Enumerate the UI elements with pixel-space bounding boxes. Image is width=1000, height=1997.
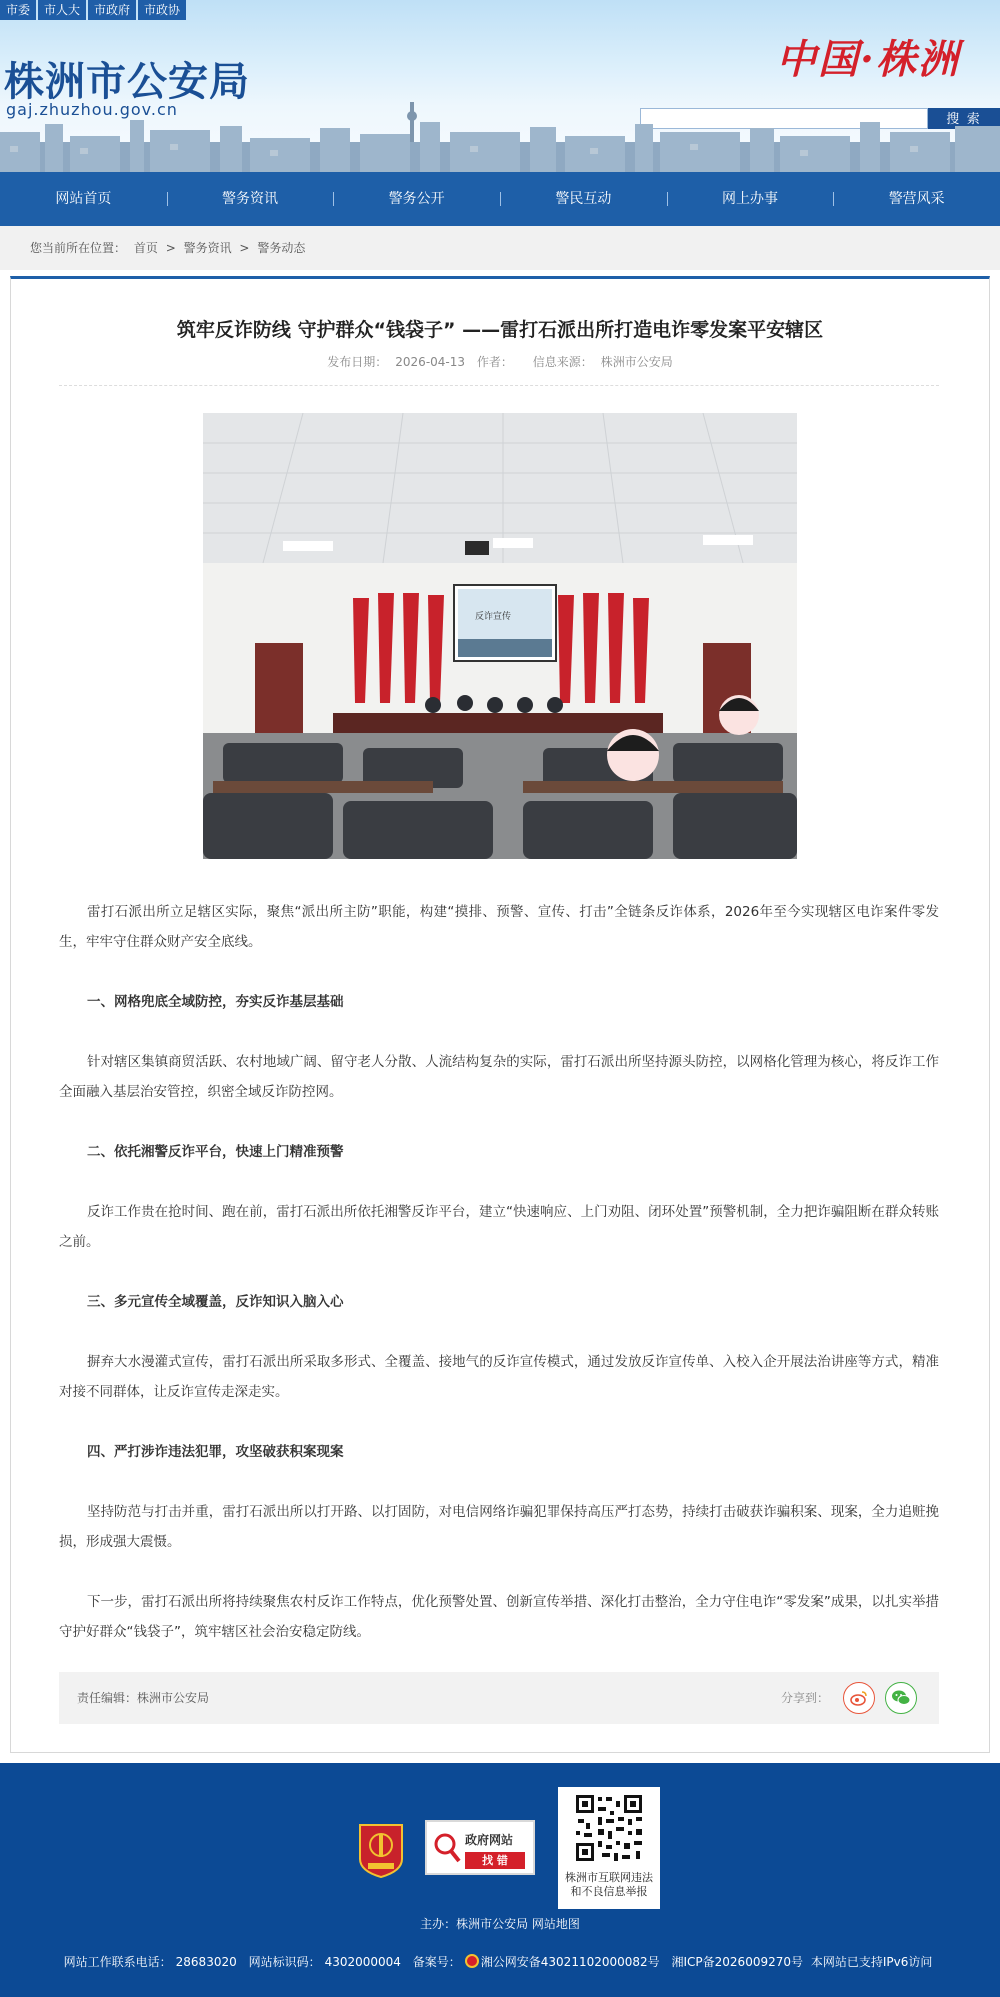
record-label: 备案号： xyxy=(412,1955,461,1969)
gov-badge-title: 政府网站 xyxy=(465,1833,514,1847)
article-closing: 下一步，雷打石派出所将持续聚焦农村反诈工作特点，优化预警处置、创新宣传举措、深化打击整治，全力守住电诈“零发案”成果，以扎实举措守护好群众“钱袋子”，筑牢辖区社会治安稳定防线。 xyxy=(59,1594,939,1640)
police-badge-icon xyxy=(465,1954,479,1968)
section-text-3: 摒弃大水漫灌式宣传，雷打石派出所采取多形式、全覆盖、接地气的反诈宣传模式，通过发放反诈宣传单、入校入企开展法治讲座等方式，精准对接不同群体，让反诈宣传走深走实。 xyxy=(59,1354,939,1400)
top-link-congress[interactable]: 市人大 xyxy=(38,0,86,20)
article-photo xyxy=(203,413,797,859)
qr-caption-line1: 株洲市互联网违法 xyxy=(565,1871,653,1884)
site-id-label: 网站标识码： xyxy=(248,1955,321,1969)
qr-code-icon xyxy=(558,1787,660,1871)
magnifier-icon xyxy=(433,1831,461,1865)
wechat-icon xyxy=(891,1689,911,1707)
article-title: 筑牢反诈防线 守护群众“钱袋子” ——雷打石派出所打造电诈零发案平安辖区 xyxy=(176,319,824,341)
nav-police-style[interactable]: 警营风采 xyxy=(833,172,1000,226)
section-text-1: 针对辖区集镇商贸活跃、农村地域广阔、留守老人分散、人流结构复杂的实际，雷打石派出所坚持源头防控，以网格化管理为核心，将反诈工作全面融入基层治安管控，织密全域反诈防控网。 xyxy=(59,1054,939,1100)
search-button[interactable]: 搜 索 xyxy=(928,108,1000,129)
site-header xyxy=(0,0,1000,172)
share-wechat-button[interactable] xyxy=(885,1682,917,1714)
meta-source: 株洲市公安局 xyxy=(600,355,673,369)
sponsor-name: 株洲市公安局 xyxy=(456,1917,529,1931)
article-intro: 雷打石派出所立足辖区实际，聚焦“派出所主防”职能，构建“摸排、预警、宣传、打击”全链条反诈体系，2026年至今实现辖区电诈案件零发生，牢牢守住群众财产安全底线。 xyxy=(59,904,939,950)
nav-home[interactable]: 网站首页 xyxy=(55,191,112,207)
breadcrumb-police-updates[interactable]: 警务动态 xyxy=(257,241,306,255)
site-domain: gaj.zhuzhou.gov.cn xyxy=(6,100,178,119)
section-heading-2: 二、依托湘警反诈平台，快速上门精准预警 xyxy=(87,1144,344,1160)
breadcrumb-home[interactable]: 首页 xyxy=(133,241,158,255)
ipv6-notice: 本网站已支持IPv6访问 xyxy=(810,1955,933,1969)
sponsor-label: 主办： xyxy=(420,1917,457,1931)
share-label: 分享到： xyxy=(780,1691,829,1705)
qr-caption xyxy=(558,1871,660,1899)
site-title[interactable]: 株洲市公安局 xyxy=(4,58,250,105)
breadcrumb-police-news[interactable]: 警务资讯 xyxy=(183,241,232,255)
qr-caption-line2: 和不良信息举报 xyxy=(570,1885,648,1898)
sitemap-link[interactable]: 网站地图 xyxy=(531,1917,580,1931)
icp-record[interactable]: 湘ICP备2026009270号 xyxy=(671,1955,804,1969)
section-heading-1: 一、网格兜底全域防控，夯实反诈基层基础 xyxy=(87,994,344,1010)
section-text-2: 反诈工作贵在抢时间、跑在前，雷打石派出所依托湘警反诈平台，建立“快速响应、上门劝阻、闭环处置”预警机制，全力把诈骗阻断在群众转账之前。 xyxy=(59,1204,939,1250)
meta-author-label: 作者： xyxy=(476,355,513,369)
footer-sponsor-line xyxy=(0,1915,1000,1932)
gov-badge-action: 找 错 xyxy=(465,1852,525,1869)
editor-label: 责任编辑： xyxy=(77,1691,138,1705)
gov-site-error-report-badge[interactable] xyxy=(425,1820,535,1875)
footer-info-line xyxy=(0,1953,1000,1970)
article-meta xyxy=(11,353,989,370)
phone-number: 28683020 xyxy=(175,1955,237,1969)
meta-source-label: 信息来源： xyxy=(532,355,593,369)
phone-label: 网站工作联系电话： xyxy=(63,1955,172,1969)
top-link-cppcc[interactable]: 市政协 xyxy=(138,0,186,20)
party-government-badge-icon[interactable] xyxy=(356,1819,406,1879)
breadcrumb-separator: > xyxy=(165,241,176,255)
editor-name: 株洲市公安局 xyxy=(137,1691,210,1705)
breadcrumb xyxy=(0,226,1000,270)
section-heading-3: 三、多元宣传全域覆盖，反诈知识入脑入心 xyxy=(87,1294,344,1310)
share-weibo-button[interactable] xyxy=(843,1682,875,1714)
nav-online-services[interactable]: 网上办事 xyxy=(667,172,834,226)
city-skyline-image xyxy=(0,102,1000,172)
top-link-party[interactable]: 市委 xyxy=(0,0,36,20)
article-card xyxy=(10,276,990,1753)
responsible-editor xyxy=(77,1672,209,1724)
brand-logo: 中国·株洲 xyxy=(776,36,960,83)
section-heading-4: 四、严打涉诈违法犯罪，攻坚破获积案现案 xyxy=(87,1444,344,1460)
meta-date: 2026-04-13 xyxy=(395,355,466,369)
top-links xyxy=(0,0,188,20)
top-link-government[interactable]: 市政府 xyxy=(88,0,136,20)
police-record[interactable]: 湘公网安备43021102000082号 xyxy=(480,1955,660,1969)
screen-slide-text: 反诈宣传 xyxy=(475,612,512,622)
meeting-room-photo xyxy=(203,413,797,859)
main-nav xyxy=(0,172,1000,226)
editor-share-bar xyxy=(59,1672,939,1724)
nav-police-interaction[interactable]: 警民互动 xyxy=(500,172,667,226)
meta-date-label: 发布日期： xyxy=(327,355,388,369)
nav-police-news[interactable]: 警务资讯 xyxy=(167,172,334,226)
weibo-icon xyxy=(850,1689,868,1707)
site-footer xyxy=(0,1763,1000,1997)
section-text-4: 坚持防范与打击并重，雷打石派出所以打开路、以打固防，对电信网络诈骗犯罪保持高压严打态势，持续打击破获诈骗积案、现案，全力追赃挽损，形成强大震慑。 xyxy=(59,1504,939,1550)
nav-police-disclosure[interactable]: 警务公开 xyxy=(333,172,500,226)
title-divider xyxy=(59,385,939,386)
breadcrumb-prefix: 您当前所在位置： xyxy=(30,241,127,255)
report-qr-code[interactable] xyxy=(558,1787,660,1909)
site-id: 4302000004 xyxy=(324,1955,401,1969)
breadcrumb-separator: > xyxy=(239,241,250,255)
